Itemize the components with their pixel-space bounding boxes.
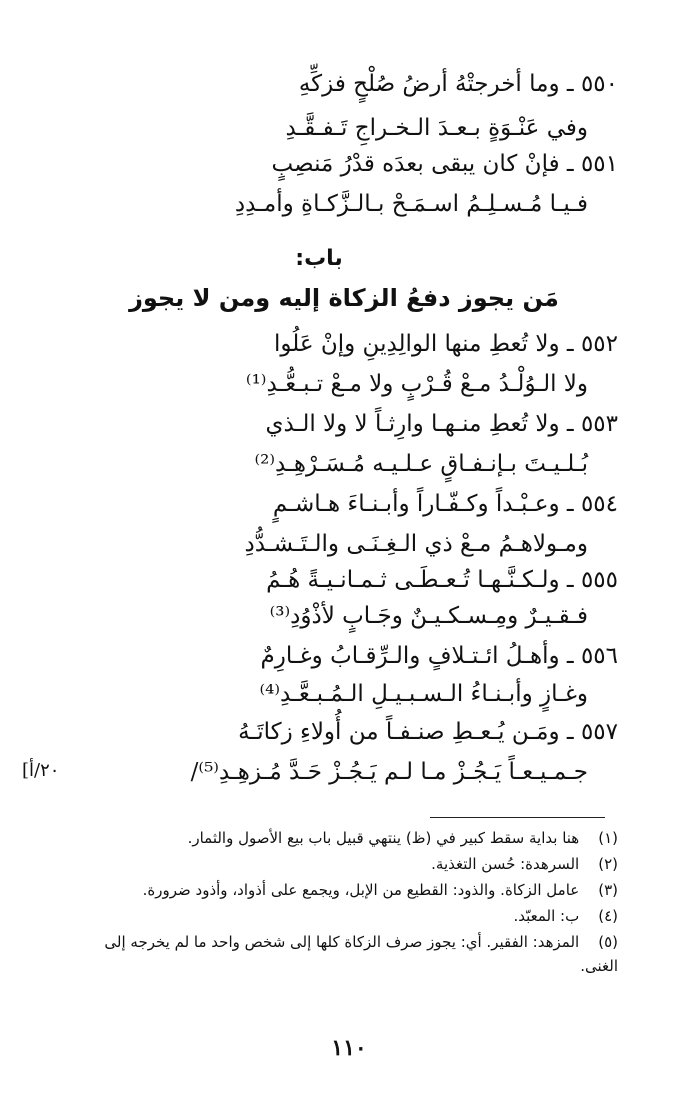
footnote-text: عامل الزكاة. والذود: القطيع من الإبل، ويجمع على أذواد، وأذود ضرورة. <box>142 881 580 899</box>
footnote <box>78 930 618 978</box>
footnote-divider <box>430 817 605 818</box>
footnote-text: هنا بداية سقط كبير في (ظ) ينتهي قبيل باب بيع الأصول والثمار. <box>187 829 580 847</box>
section-label: باب: <box>295 246 343 271</box>
footnote <box>78 878 618 902</box>
verse-line: ٥٥٥ ـ ولـكـنَّـهـا تُـعـطَـى ثـمـانـيـةً هُـمُ <box>266 567 618 593</box>
margin-folio-reference: ٢٠/أ] <box>22 760 60 781</box>
footnote-number: (٢) <box>598 855 618 873</box>
footnote-text: السرهدة: حُسن التغذية. <box>431 855 580 873</box>
page-number: ١١٠ <box>331 1035 367 1061</box>
verse-line: ٥٥٢ ـ ولا تُعطِ منها الوالِدِينِ وإنْ عَلُوا <box>273 331 618 357</box>
verse-line: ٥٥٦ ـ وأهـلُ ائـتـلافٍ والـرِّقـابُ وغـارِمٌ <box>260 643 618 669</box>
verse-line: ومـولاهـمُ مـعْ ذي الـغِـنَـى والـتَـشـدُّدِ <box>244 531 588 557</box>
verse-line: وغـازٍ وأبـنـاءُ الـسـبـيـلِ الـمُـبـعَّـدِ⁽⁴⁾ <box>259 681 588 707</box>
footnote-number: (٥) <box>598 933 618 951</box>
footnote-text: ب: المعبّد. <box>513 907 580 925</box>
footnote-number: (٣) <box>598 881 618 899</box>
verse-line: ٥٥٤ ـ وعـبْـداً وكـفّـاراً وأبـنـاءَ هـاشـمٍ <box>272 491 618 517</box>
footnote <box>78 904 618 928</box>
verse-line: فـيـا مُـسـلِـمُ اسـمَـحْ بـالـزَّكـاةِ وأمـدِدِ <box>234 191 588 217</box>
verse-line: بُـلـيـتَ بـإنـفـاقٍ عـلـيـه مُـسَـرْهِـدِ⁽²⁾ <box>254 451 588 477</box>
verse-line: ٥٥٣ ـ ولا تُعطِ منـهـا وارِثـاً لا ولا الـذي <box>265 411 618 437</box>
footnote-number: (٤) <box>598 907 618 925</box>
verse-line: فـقـيـرٌ ومِـسـكـيـنٌ وجَـابٍ لأذْوُدِ⁽³⁾ <box>269 603 588 629</box>
footnote <box>78 852 618 876</box>
verse-line: جـمـيـعـاً يَـجُـزْ مـا لـم يَـجُـزْ حَـدَّ مُـزهِـدِ⁽⁵⁾/ <box>190 759 588 785</box>
section-title: مَن يجوز دفعُ الزكاة إليه ومن لا يجوز <box>129 284 559 312</box>
footnote-number: (١) <box>598 829 618 847</box>
verse-line: ٥٥١ ـ فإنْ كان يبقى بعدَه قدْرُ مَنصِبٍ <box>271 151 618 177</box>
verse-line: وفي عَنْـوَةٍ بـعـدَ الـخـراجِ تَـفـقَّـدِ <box>285 115 588 141</box>
footnote <box>78 826 618 850</box>
verse-line: ٥٥٠ ـ وما أخرجتْهُ أرضُ صُلْحٍ فزكِّهِ <box>298 71 618 97</box>
footnote-text: المزهد: الفقير. أي: يجوز صرف الزكاة كلها إلى شخص واحد ما لم يخرجه إلى الغنى. <box>104 933 618 975</box>
verse-line: ٥٥٧ ـ ومَـن يُـعـطِ صنـفـاً من أُولاءِ زكاتَـهُ <box>238 719 618 745</box>
verse-line: ولا الـوُلْـدُ مـعْ قُـرْبٍ ولا مـعْ تـبـعُّـدِ⁽¹⁾ <box>245 371 588 397</box>
